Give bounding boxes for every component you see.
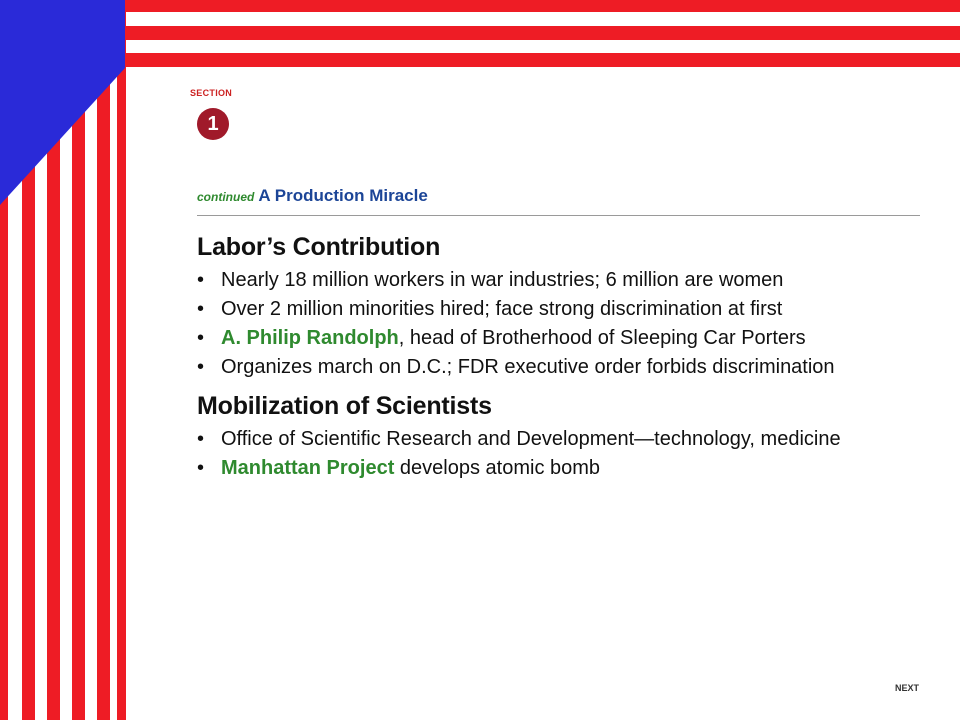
divider-rule	[197, 215, 920, 216]
section-number-badge: 1	[197, 108, 229, 140]
side-stripe	[117, 0, 126, 720]
bullet-dot: •	[197, 457, 205, 479]
bullet-text: , head of Brotherhood of Sleeping Car Porters	[398, 327, 806, 349]
bullet-text: Over 2 million minorities hired; face strong discrimination at first	[221, 298, 783, 320]
bullet-item	[197, 266, 917, 295]
bullet-dot: •	[197, 327, 205, 349]
next-button[interactable]: NEXT	[895, 683, 920, 693]
bullet-dot: •	[197, 269, 205, 291]
bullet-dot: •	[197, 298, 205, 320]
bullet-text: Nearly 18 million workers in war industries; 6 million are women	[221, 269, 784, 291]
bullet-text: develops atomic bomb	[394, 457, 601, 479]
continued-label: continued	[197, 190, 255, 204]
top-stripe	[125, 26, 960, 40]
subtitle-text: A Production Miracle	[258, 186, 428, 205]
bullet-item	[197, 353, 917, 382]
bullet-item	[197, 324, 917, 353]
bullet-item	[197, 425, 917, 454]
bullet-text: Organizes march on D.C.; FDR executive order forbids discrimination	[221, 356, 835, 378]
slide-subtitle	[197, 186, 428, 206]
top-stripe	[125, 53, 960, 67]
section-heading-labor: Labor’s Contribution	[197, 233, 441, 261]
side-stripe	[97, 0, 110, 720]
slide-content	[197, 233, 917, 483]
top-stripe	[125, 0, 960, 12]
bullet-dot: •	[197, 428, 205, 450]
bullet-dot: •	[197, 356, 205, 378]
section-label: SECTION	[190, 88, 233, 98]
bullet-item	[197, 454, 917, 483]
highlight-term: A. Philip Randolph	[221, 327, 399, 349]
bullet-text: Office of Scientific Research and Development—technology, medicine	[221, 428, 841, 450]
bullet-item	[197, 295, 917, 324]
section-heading-scientists: Mobilization of Scientists	[197, 392, 492, 420]
highlight-term: Manhattan Project	[221, 457, 395, 479]
